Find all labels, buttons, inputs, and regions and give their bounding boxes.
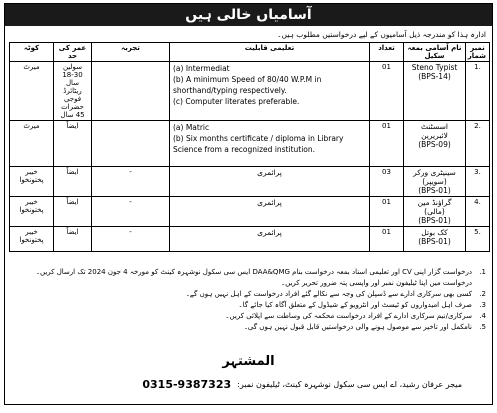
- post-cell: Steno Typist (BPS-14): [404, 62, 466, 121]
- post-cell: کک بوتل (BPS-01): [404, 227, 466, 252]
- age-cell: ایضاً: [54, 227, 92, 252]
- quota-cell: خیبر پختونخوا: [10, 197, 54, 227]
- header-qualification: تعلیمی قابلیت: [170, 43, 370, 62]
- qualification-cell: پرائمری: [170, 227, 370, 252]
- quota-cell: خیبر پختونخوا: [10, 227, 54, 252]
- table-row: [10, 197, 490, 227]
- serial-cell: 3.: [466, 167, 490, 197]
- age-cell: سولین 30-18 سال ریٹائرڈ فوجی حضرات 45 سال: [54, 62, 92, 121]
- age-cell: ایضاً: [54, 167, 92, 197]
- experience-cell: -: [92, 197, 170, 227]
- table-row: [10, 167, 490, 197]
- table-row: [10, 121, 490, 167]
- table-header-row: [10, 43, 490, 62]
- count-cell: 01: [370, 197, 404, 227]
- qualification-cell: (a) Intermediat (b) A minimum Speed of 80/40 W.P.M in shorthand/typing respectively. (c) Computer literates preferable.: [170, 62, 370, 121]
- table-row: [10, 227, 490, 252]
- quota-cell: میرٹ: [10, 62, 54, 121]
- header-count: تعداد: [370, 43, 404, 62]
- experience-cell: -: [92, 167, 170, 197]
- header-experience: تجربہ: [92, 43, 170, 62]
- post-cell: سینیٹری ورکر (سویپر) (BPS-01): [404, 167, 466, 197]
- quota-cell: میرٹ: [10, 121, 54, 167]
- header-quota: کوٹہ: [10, 43, 54, 62]
- list-item: 5. نامکمل اور تاخیر سے موصول ہونے والی درخواستیں قابل قبول نہیں ہوں گی۔: [243, 323, 486, 331]
- post-cell: گراؤنڈ مین (مالی) (BPS-01): [404, 197, 466, 227]
- list-item: 2. کسی بھی سرکاری ادارے سے ڈسپلن کی وجہ سے نکالے گئے افراد درخواست کے اہل نہیں ہوں گے۔: [185, 290, 486, 298]
- notes-list: [11, 267, 486, 333]
- serial-cell: 1.: [466, 62, 490, 121]
- age-cell: ایضاً: [54, 121, 92, 167]
- qualification-cell: پرائمری: [170, 197, 370, 227]
- vacancy-table: [9, 42, 490, 252]
- intro-text: ادارہ ہذا کو مندرجہ ذیل آسامیوں کے لیے درخواستیں مطلوب ہیں۔: [277, 30, 486, 39]
- quota-cell: خیبر پختونخوا: [10, 167, 54, 197]
- phone-number: 0315-9387323: [142, 378, 232, 391]
- list-item: 1. درخواست گزار اپنی CV اور تعلیمی اسناد بمعہ درخواست بنام DAA&QMG ایس سی سکول نوشہرہ کینٹ کو مورخہ 4 جون 2024 تک ارسال کریں۔ درخواست میں اپنا ٹیلیفون نمبر اور واپسی پتہ ضرور تحریر کریں۔: [35, 268, 486, 287]
- experience-cell: [92, 121, 170, 167]
- qualification-cell: (a) Matric (b) Six months certificate / diploma in Library Science from a recognized institution.: [170, 121, 370, 167]
- ad-title: آسامیاں خالی ہیں: [5, 4, 492, 26]
- post-cell: اسسٹنٹ لائبریرین (BPS-09): [404, 121, 466, 167]
- header-age: عمر کی حد: [54, 43, 92, 62]
- table-row: [10, 62, 490, 121]
- job-advertisement: [4, 3, 493, 405]
- qualification-cell: پرائمری: [170, 167, 370, 197]
- experience-cell: [92, 62, 170, 121]
- serial-cell: 4.: [466, 197, 490, 227]
- experience-cell: -: [92, 227, 170, 252]
- advertiser-heading: المشتہر: [222, 354, 275, 369]
- advertiser-contact: [142, 378, 462, 391]
- advertiser-name: میجر عرفان رشید، اے ایس سی سکول نوشہرہ کینٹ، ٹیلیفون نمبر:: [237, 380, 462, 389]
- serial-cell: 2.: [466, 121, 490, 167]
- age-cell: ایضاً: [54, 197, 92, 227]
- count-cell: 03: [370, 167, 404, 197]
- header-post: نام آسامی بمعہ سکیل: [404, 43, 466, 62]
- header-serial: نمبر شمار: [466, 43, 490, 62]
- count-cell: 01: [370, 227, 404, 252]
- list-item: 4. سرکاری/نیم سرکاری ادارے کے افراد درخواست محکمہ کی وساطت سے اپلائی کریں۔: [225, 312, 486, 320]
- count-cell: 01: [370, 62, 404, 121]
- list-item: 3. صرف اہل امیدواروں کو ٹیسٹ اور انٹرویو کے شیڈول کے متعلق آگاہ کیا جائے گا۔: [238, 301, 486, 309]
- count-cell: 01: [370, 121, 404, 167]
- serial-cell: 5.: [466, 227, 490, 252]
